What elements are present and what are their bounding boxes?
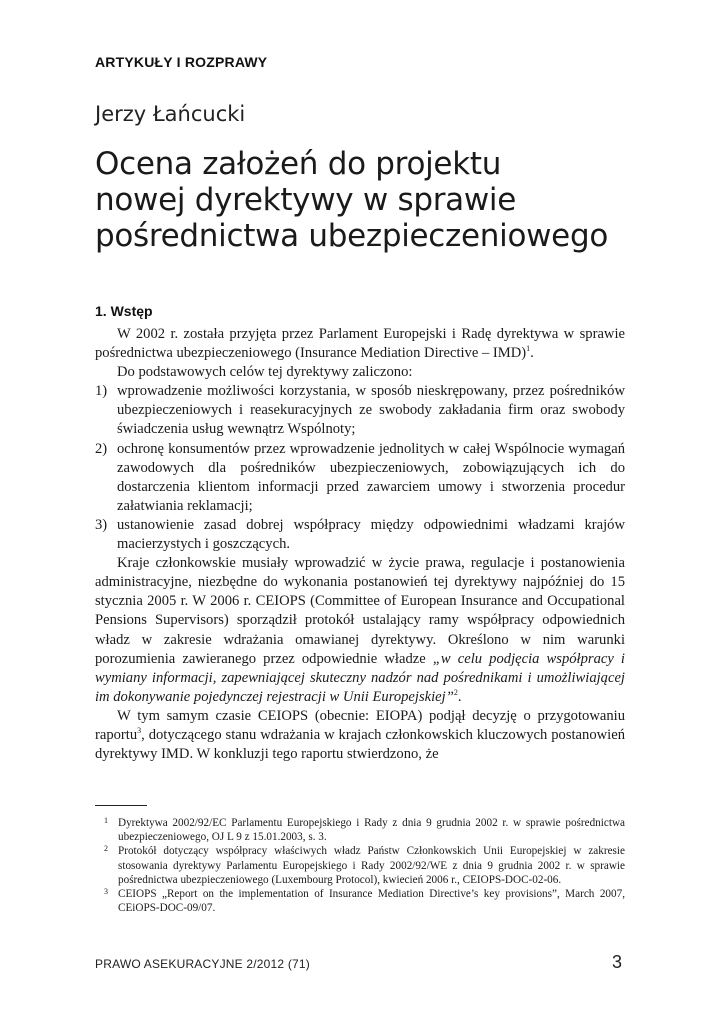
footnote-divider	[95, 805, 147, 806]
title-line: Ocena założeń do projektu	[95, 146, 502, 182]
list-number: 2)	[95, 440, 108, 457]
paragraph-text: W tym samym czasie CEIOPS (obecnie: EIOPA) podjął decyzję o przygotowaniu raportu	[95, 707, 625, 743]
list-text: ochronę konsumentów przez wprowadzenie jednolitych w całej Wspólnocie wymagań zawodowych dla pośredników ubezpieczeniowych, zobowiązujących ich do dostarczenia klientom informacji przed zawarciem umowy i stworzenia procedur załatwiania reklamacji;	[117, 440, 625, 514]
paragraph-member-states	[95, 554, 625, 707]
footnote-mark: 2	[104, 844, 108, 854]
footnote	[100, 887, 625, 915]
list-text: wprowadzenie możliwości korzystania, w sposób nieskrępowany, przez pośredników ubezpieczeniowych i reasekuracyjnych ze swobody zakładania firm oraz swobody świadczenia usług wewnątrz Wspólnoty;	[117, 383, 625, 438]
footnote-text: Protokół dotyczący współpracy właściwych władz Państw Członkowskich Unii Europejskiej w zakresie stosowania dyrektywy Parlamentu Europejskiego i Rady 2002/92/WE z dnia 9 grudnia 2002 r. w sprawie pośrednictwa ubezpieczeniowego (Luxembourg Protocol), kwiecień 2006 r., CEIOPS-DOC-02-06.	[118, 845, 625, 886]
list-number: 3)	[95, 516, 108, 533]
title-line: nowej dyrektywy w sprawie	[95, 182, 516, 218]
paragraph-text: Kraje członkowskie musiały wprowadzić w życie prawa, regulacje i postanowienia administracyjne, niezbędne do wykonania postanowień tej dyrektywy najpóźniej do 15 stycznia 2005 r. W 2006 r. CEIOPS (Committee of European Insurance and Occupational Pensions Supervisors) sporządził protokół ustalający ramy współpracy odpowiednich władz w zakresie wdrażania omawianej dyrektywy. Określono w nim warunki porozumienia zawieranego przez odpowiednie władze	[95, 555, 625, 667]
paragraph-text: , dotyczącego stanu wdrażania w krajach członkowskich kluczowych postanowień dyrektywy IMD. W konkluzji tego raportu stwierdzono, że	[95, 726, 625, 763]
section-heading: 1. Wstęp	[95, 303, 153, 319]
footnote	[100, 844, 625, 887]
list-item	[95, 382, 625, 439]
journal-footer: PRAWO ASEKURACYJNE 2/2012 (71)	[95, 957, 310, 971]
footnote-ref-3[interactable]: 3	[137, 726, 142, 736]
title-line: pośrednictwa ubezpieczeniowego	[95, 218, 608, 254]
list-text: ustanowienie zasad dobrej współpracy między odpowiednimi władzami krajów macierzystych i goszczących.	[117, 516, 625, 553]
author-name: Jerzy Łańcucki	[95, 102, 246, 126]
footnote-mark: 3	[104, 887, 108, 897]
paragraph-goals: Do podstawowych celów tej dyrektywy zaliczono:	[117, 364, 413, 381]
footnote-text: Dyrektywa 2002/92/EC Parlamentu Europejskiego i Rady z dnia 9 grudnia 2002 r. w sprawie pośrednictwa ubezpieczeniowego, OJ L 9 z 15.01.2003, s. 3.	[118, 817, 625, 844]
page-number: 3	[612, 952, 623, 972]
list-item	[95, 516, 625, 554]
goals-list	[95, 382, 625, 554]
section-label: ARTYKUŁY I ROZPRAWY	[95, 54, 268, 70]
list-number: 1)	[95, 383, 108, 400]
footnotes	[100, 816, 625, 915]
quoted-text: „w celu podjęcia współpracy i wymiany informacji, zapewniającej skuteczny nadzór nad pośrednikami i umożliwiającej im dokonywanie pojedynczej rejestracji w Unii Europejskiej”	[95, 650, 625, 705]
footnote-ref-2[interactable]: 2	[453, 687, 458, 697]
article-body	[95, 325, 625, 764]
footnote-text: CEIOPS „Report on the implementation of Insurance Mediation Directive’s key provisions”, March 2007, CEiOPS-DOC-09/07.	[118, 888, 625, 915]
footnote-mark: 1	[104, 816, 108, 825]
list-item	[95, 440, 625, 516]
footnote-ref-1[interactable]: 1	[526, 344, 531, 354]
paragraph-intro	[95, 325, 625, 363]
paragraph-ceiops	[95, 707, 625, 764]
article-title	[95, 146, 655, 254]
paragraph-text: W 2002 r. została przyjęta przez Parlament Europejski i Radę dyrektywa w sprawie pośrednictwa ubezpieczeniowego (Insurance Mediation Directive – IMD)	[95, 326, 625, 362]
paragraph-text: .	[457, 688, 462, 705]
paragraph-text: .	[530, 345, 534, 362]
footnote	[100, 816, 625, 844]
